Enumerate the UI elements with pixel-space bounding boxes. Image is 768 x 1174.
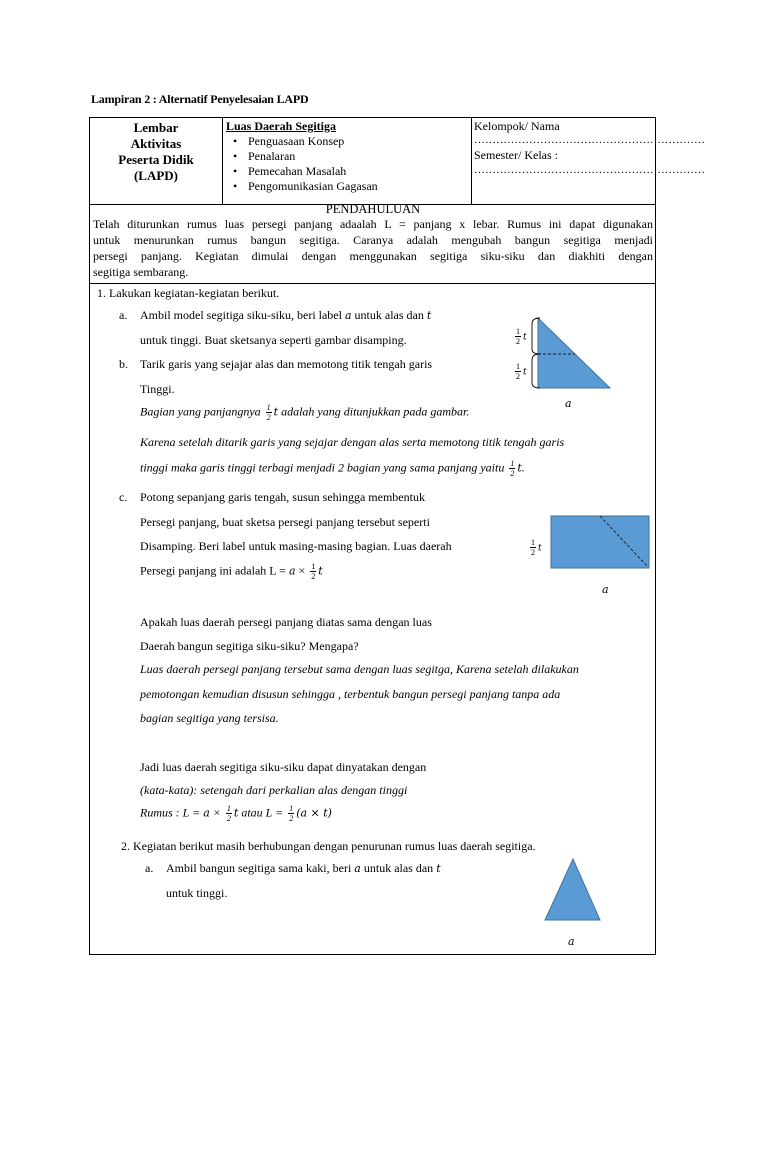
lapd-title-line: Peserta Didik: [118, 152, 194, 167]
lapd-title-cell: [90, 120, 222, 184]
frac-den: 2: [531, 548, 535, 557]
fraction-half: [515, 362, 521, 381]
text-segment: ×: [295, 563, 309, 578]
topic-title: Luas Daerah Segitiga: [226, 119, 337, 133]
lapd-title-line: Lembar: [133, 120, 179, 135]
conclusion-line1: Jadi luas daerah segitiga siku-siku dapat dinyatakan dengan: [140, 760, 427, 774]
pendahuluan-line: segitiga sembarang.: [93, 265, 189, 279]
text-segment: atau L =: [238, 805, 287, 820]
activity1-c-line2: Persegi panjang, buat sketsa persegi panjang tersebut seperti: [140, 515, 430, 529]
fraction-half: [310, 562, 316, 581]
activity2-intro: 2. Kegiatan berikut masih berhubungan dengan penurunan rumus luas daerah segitiga.: [121, 839, 536, 853]
activity1-b-answer2: Karena setelah ditarik garis yang sejajar dengan alas serta memotong titik tengah garis: [140, 435, 565, 449]
lower-half-label: [513, 362, 527, 381]
skill-item: • Pemecahan Masalah: [226, 164, 470, 179]
table-divider-2: [471, 117, 472, 204]
frac-num: 1: [311, 562, 316, 571]
skill-list: [226, 134, 470, 194]
text-segment: Persegi panjang ini adalah L =: [140, 563, 289, 578]
text-segment: adalah yang ditunjukkan pada gambar.: [278, 404, 470, 419]
text-segment: .: [521, 460, 525, 475]
activity1-c-line3: Disamping. Beri label untuk masing-masing bagian. Luas daerah: [140, 539, 452, 553]
frac-num: 1: [516, 327, 520, 336]
activity1-b-line1: Tarik garis yang sejajar alas dan memotong titik tengah garis: [140, 357, 433, 371]
lapd-title-line: Aktivitas: [130, 136, 182, 151]
frac-den: 2: [226, 814, 231, 823]
table-divider-intro: [89, 283, 656, 284]
frac-num: 1: [289, 804, 294, 813]
base-label-a: a: [565, 397, 572, 410]
frac-num: 1: [266, 403, 271, 412]
var-a: a: [344, 309, 352, 322]
kelompok-label: Kelompok/ Nama: [474, 119, 560, 133]
topic-cell: [226, 119, 470, 194]
frac-den: 2: [516, 372, 520, 381]
rectangle-height-label: [528, 538, 542, 557]
semester-field[interactable]: ………………………………………………………: [474, 164, 705, 176]
var-t: t: [538, 543, 542, 554]
item-marker-c: c.: [119, 490, 128, 504]
semester-label: Semester/ Kelas :: [474, 148, 558, 162]
formula-paren: (a × t): [296, 806, 332, 820]
question-line1: Apakah luas daerah persegi panjang diatas sama dengan luas: [140, 615, 432, 629]
text-segment: Rumus : L =: [140, 805, 204, 820]
var-t: t: [523, 367, 527, 378]
rectangle-base-label: a: [602, 583, 609, 596]
lapd-title-line: (LAPD): [133, 168, 179, 183]
fraction-half: [288, 804, 294, 823]
conclusion-line2: (kata-kata): setengah dari perkalian alas dengan tinggi: [140, 783, 408, 797]
text-segment: tinggi maka garis tinggi terbagi menjadi 2 bagian yang sama panjang yaitu: [140, 460, 508, 475]
item-marker-a: a.: [119, 308, 128, 322]
var-t: t: [523, 332, 527, 343]
frac-num: 1: [531, 538, 535, 547]
frac-den: 2: [516, 337, 520, 346]
skill-item: • Penalaran: [226, 149, 470, 164]
fraction-half: [515, 327, 521, 346]
activity1-b-line2: Tinggi.: [140, 382, 175, 396]
text-segment: ×: [209, 805, 224, 820]
fraction-half: [266, 403, 272, 422]
var-t: t: [436, 862, 441, 875]
item-marker-2a: a.: [145, 861, 154, 875]
isosceles-triangle-figure: [543, 857, 603, 923]
pendahuluan-line: Telah diturunkan rumus luas persegi panjang adaalah L = panjang x lebar. Rumus ini dapat digunakan: [93, 217, 653, 231]
skill-item: • Penguasaan Konsep: [226, 134, 470, 149]
frac-den: 2: [266, 413, 271, 422]
activity1-b-answer1: [140, 403, 469, 422]
activity1-a-line2: untuk tinggi. Buat sketsanya seperti gambar disamping.: [140, 333, 407, 347]
text-segment: untuk alas dan: [360, 861, 437, 875]
var-t: t: [273, 405, 279, 419]
isosceles-triangle-shape: [545, 859, 600, 920]
text-segment: untuk alas dan: [351, 308, 427, 322]
text-segment: Bagian yang panjangnya: [140, 404, 264, 419]
document-heading: Lampiran 2 : Alternatif Penyelesaian LAPD: [91, 92, 309, 106]
var-t: t: [517, 461, 522, 475]
activity1-intro: 1. Lakukan kegiatan-kegiatan berikut.: [97, 286, 280, 300]
pendahuluan-line: persegi panjang. Kegiatan dimulai dengan menggunakan segitiga siku-siku dan diakhiti dengan: [93, 249, 653, 263]
activity1-c-line4: [140, 562, 323, 581]
frac-den: 2: [510, 469, 515, 478]
activity2-a-line2: untuk tinggi.: [166, 886, 228, 900]
activity1-c-line1: Potong sepanjang garis tengah, susun sehingga membentuk: [140, 490, 425, 504]
question-line2: Daerah bangun segitiga siku-siku? Mengapa?: [140, 639, 359, 653]
question-answer1: Luas daerah persegi panjang tersebut sama dengan luas segitga, Karena setelah dilakukan: [140, 662, 579, 676]
fraction-half: [226, 804, 232, 823]
activity1-a-line1: [140, 308, 431, 323]
skill-item: • Pengomunikasian Gagasan: [226, 179, 470, 194]
question-answer3: bagian segitiga yang tersisa.: [140, 711, 279, 725]
frac-num: 1: [226, 804, 231, 813]
var-t: t: [318, 564, 323, 578]
table-divider-1: [222, 117, 223, 204]
fraction-half: [509, 459, 515, 478]
pendahuluan-title: PENDAHULUAN: [325, 202, 421, 216]
text-segment: Ambil bangun segitiga sama kaki, beri: [166, 861, 355, 875]
text-segment: Ambil model segitiga siku-siku, beri label: [140, 308, 345, 322]
var-t: t: [426, 309, 432, 322]
isosceles-base-label: a: [568, 935, 575, 948]
upper-half-label: [513, 327, 527, 346]
question-answer2: pemotongan kemudian disusun sehingga , terbentuk bangun persegi panjang tanpa ada: [140, 687, 561, 701]
fraction-half: [530, 538, 536, 557]
frac-num: 1: [510, 459, 515, 468]
rectangle-figure: [550, 515, 652, 571]
var-a: a: [203, 806, 210, 820]
pendahuluan-text: [93, 216, 653, 280]
var-a: a: [354, 862, 361, 875]
frac-den: 2: [289, 814, 294, 823]
activity2-a-line1: [166, 861, 441, 876]
item-marker-b: b.: [119, 357, 128, 371]
identity-cell: [474, 119, 705, 177]
formula-line: [140, 804, 332, 823]
frac-num: 1: [516, 362, 520, 371]
kelompok-field[interactable]: ………………………………………………………: [474, 134, 705, 146]
right-triangle-shape: [538, 318, 610, 388]
var-a: a: [288, 564, 296, 578]
var-t: t: [233, 806, 239, 820]
pendahuluan-line: untuk menurunkan rumus bangun segitiga. Caranya adalah mengubah bangun segitiga menjadi: [93, 233, 653, 247]
rectangle-shape: [551, 516, 649, 568]
activity1-b-answer3: [140, 459, 525, 478]
frac-den: 2: [311, 572, 316, 581]
